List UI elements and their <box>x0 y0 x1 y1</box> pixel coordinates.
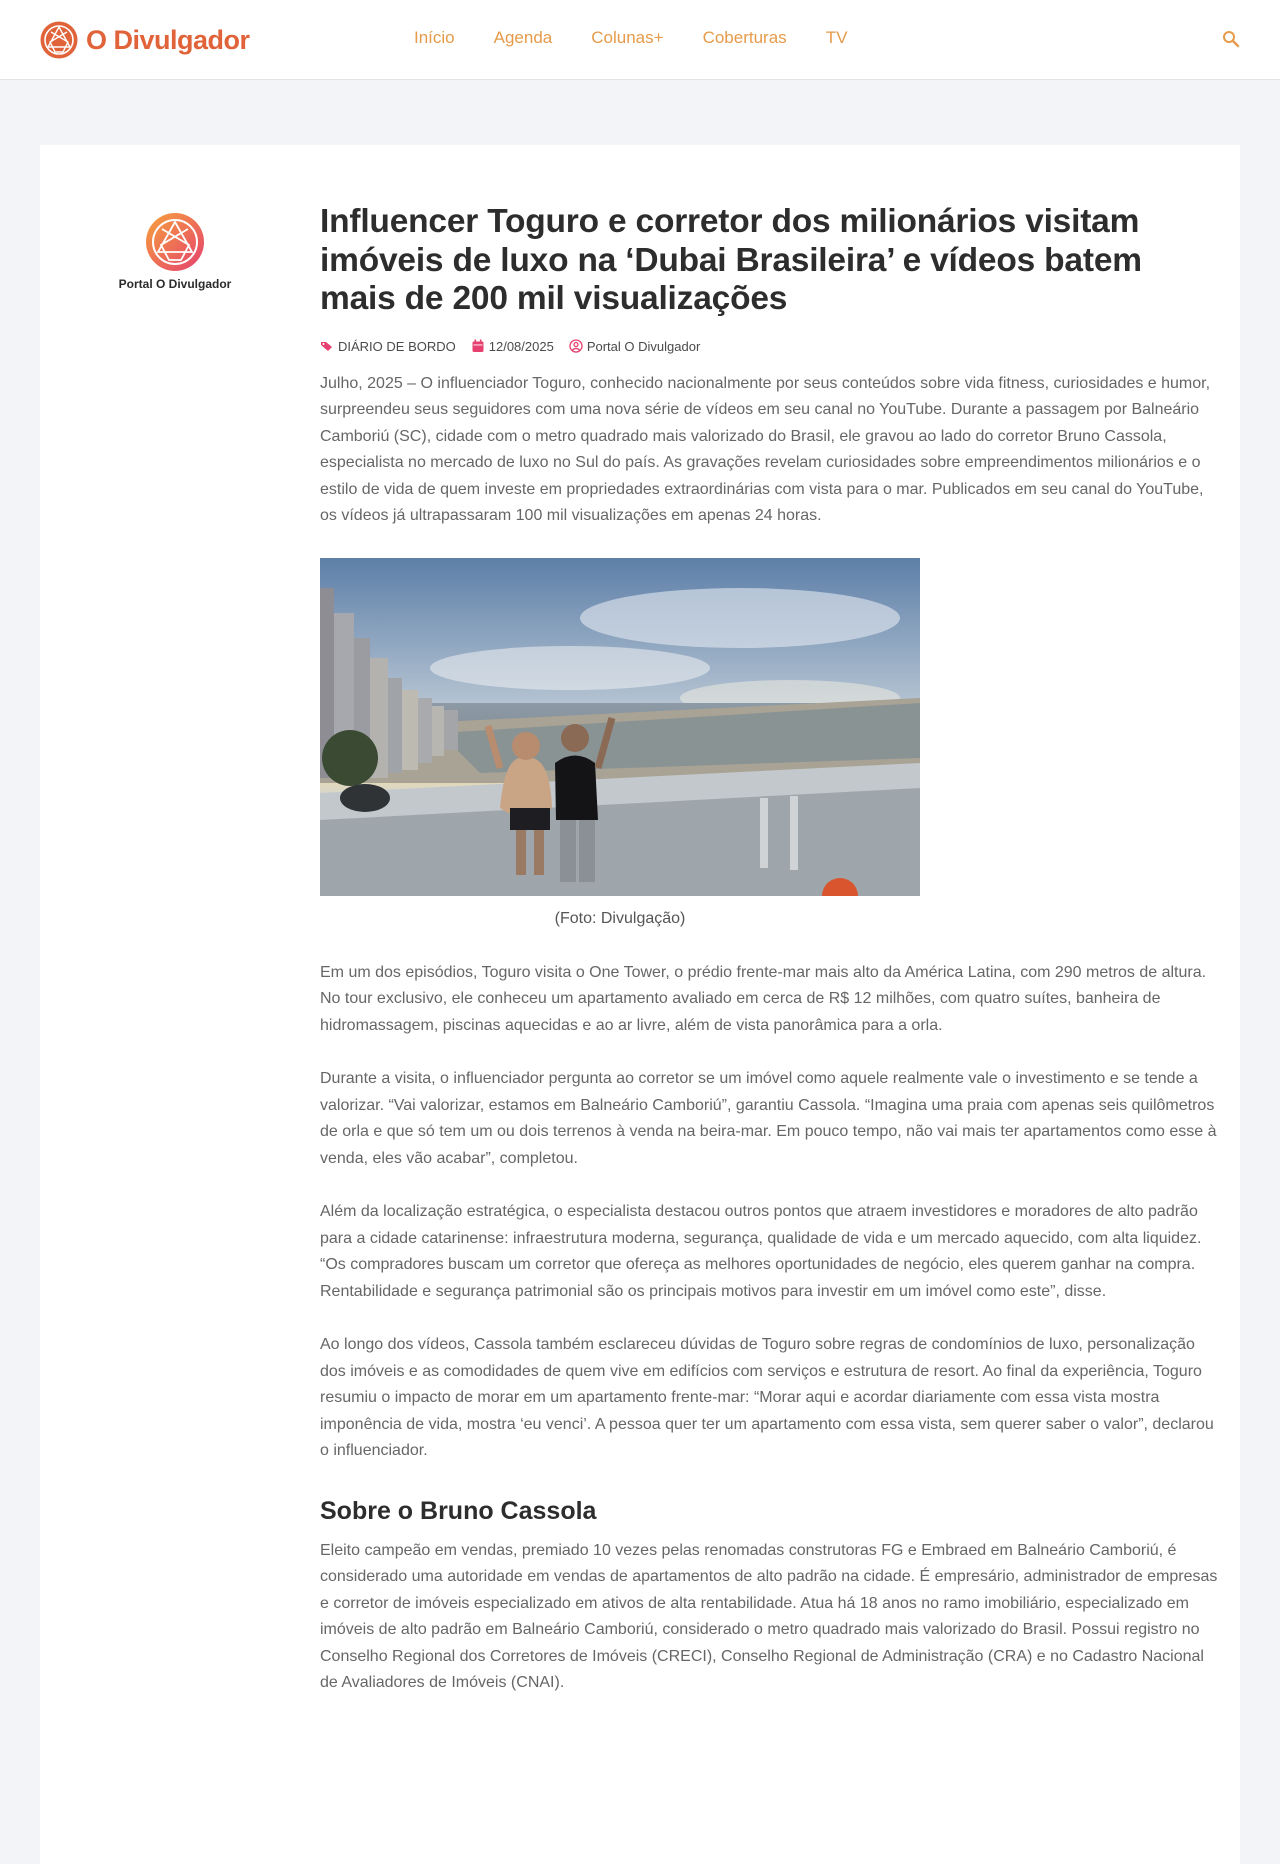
main-nav <box>414 28 847 48</box>
article-card <box>40 145 1240 1864</box>
article-paragraph: Além da localização estratégica, o especialista destacou outros pontos que atraem investidores e moradores de alto padrão para a cidade catarinense: infraestrutura moderna, segurança, qualidade de vida e um mercado aquecido, com alta liquidez. “Os compradores buscam um corretor que ofereça as melhores oportunidades de negócio, eles querem ganhar na compra. Rentabilidade e segurança patrimonial são os principais motivos para investir em um imóvel como este”, disse. <box>320 1203 1202 1300</box>
search-icon[interactable] <box>1222 30 1240 48</box>
site-brand-name: O Divulgador <box>86 24 250 55</box>
section-heading: Sobre o Bruno Cassola <box>320 1496 597 1525</box>
nav-item-colunas[interactable]: Colunas+ <box>591 28 664 47</box>
article-content <box>320 203 1220 1697</box>
meta-date <box>471 339 554 354</box>
site-header <box>0 0 1280 80</box>
nav-item-inicio[interactable]: Início <box>414 28 455 47</box>
article-title: Influencer Toguro e corretor dos milionários visitam imóveis de luxo na ‘Dubai Brasileira’ e vídeos batem mais de 200 mil visualizações <box>320 203 1142 317</box>
article-intro: Julho, 2025 – O influenciador Toguro, conhecido nacionalmente por seus conteúdos sobre vida fitness, curiosidades e humor, surpreendeu seus seguidores com uma nova série de vídeos em seu canal no YouTube. Durante a passagem por Balneário Camboriú (SC), cidade com o metro quadrado mais valorizado do Brasil, ele gravou ao lado do corretor Bruno Cassola, especialista no mercado de luxo no Sul do país. As gravações revelam curiosidades sobre empreendimentos milionários e o estilo de vida de quem investe em propriedades extraordinárias com vista para o mar. Publicados em seu canal do YouTube, os vídeos já ultrapassaram 100 mil visualizações em apenas 24 horas. <box>320 374 1211 524</box>
article-paragraph: Durante a visita, o influenciador pergunta ao corretor se um imóvel como aquele realmente vale o investimento e se tende a valorizar. “Vai valorizar, estamos em Balneário Camboriú”, garantiu Cassola. “Imagina uma praia com apenas seis quilômetros de orla e que só tem um ou dois terrenos à venda na beira-mar. Em pouco tempo, não vai mais ter apartamentos como esse à venda, eles vão acabar”, completou. <box>320 1070 1217 1167</box>
user-icon <box>569 339 583 353</box>
meta-category[interactable] <box>320 339 456 354</box>
nav-item-coberturas[interactable]: Coberturas <box>702 28 787 47</box>
article-meta <box>320 339 1220 354</box>
nav-item-tv[interactable]: TV <box>825 28 848 47</box>
site-logo[interactable] <box>39 19 250 61</box>
section-paragraph: Eleito campeão em vendas, premiado 10 vezes pelas renomadas construtoras FG e Embraed em Balneário Camboriú, é considerado uma autoridade em vendas de apartamentos de alto padrão na cidade. É empresário, administrador de empresas e corretor de imóveis especializado em ativos de alta rentabilidade. Atua há 18 anos no ramo imobiliário, especializado em imóveis de alto padrão em Balneário Camboriú, considerado o metro quadrado mais valorizado do Brasil. Possui registro no Conselho Regional dos Corretores de Imóveis (CRECI), Conselho Regional de Administração (CRA) e no Cadastro Nacional de Avaliadores de Imóveis (CNAI). <box>320 1541 1218 1691</box>
meta-category-label: DIÁRIO DE BORDO <box>338 338 456 354</box>
article-figure <box>320 558 920 928</box>
author-box <box>100 212 250 291</box>
image-caption: (Foto: Divulgação) <box>554 909 686 927</box>
calendar-icon <box>471 339 485 353</box>
article-photo <box>320 558 920 896</box>
meta-date-label: 12/08/2025 <box>488 338 554 354</box>
meta-author-label: Portal O Divulgador <box>586 338 701 354</box>
article-paragraph: Em um dos episódios, Toguro visita o One Tower, o prédio frente-mar mais alto da América Latina, com 290 metros de altura. No tour exclusivo, ele conheceu um apartamento avaliado em cerca de R$ 12 milhões, com quatro suítes, banheira de hidromassagem, piscinas aquecidas e ao ar livre, além de vista panorâmica para a orla. <box>320 963 1207 1034</box>
nav-item-agenda[interactable]: Agenda <box>493 28 553 47</box>
enneagram-logo-icon <box>39 20 79 60</box>
tag-icon <box>320 339 334 353</box>
author-name[interactable]: Portal O Divulgador <box>118 277 232 291</box>
meta-author[interactable] <box>569 339 700 354</box>
enneagram-logo-icon <box>145 212 205 272</box>
article-paragraph: Ao longo dos vídeos, Cassola também esclareceu dúvidas de Toguro sobre regras de condomínios de luxo, personalização dos imóveis e as comodidades de quem vive em edifícios com serviços e estrutura de resort. Ao final da experiência, Toguro resumiu o impacto de morar em um apartamento frente-mar: “Morar aqui e acordar diariamente com essa vista mostra imponência de vida, mostra ‘eu venci’. A pessoa quer ter um apartamento com essa vista, sem querer saber o valor”, declarou o influenciador. <box>320 1336 1214 1459</box>
